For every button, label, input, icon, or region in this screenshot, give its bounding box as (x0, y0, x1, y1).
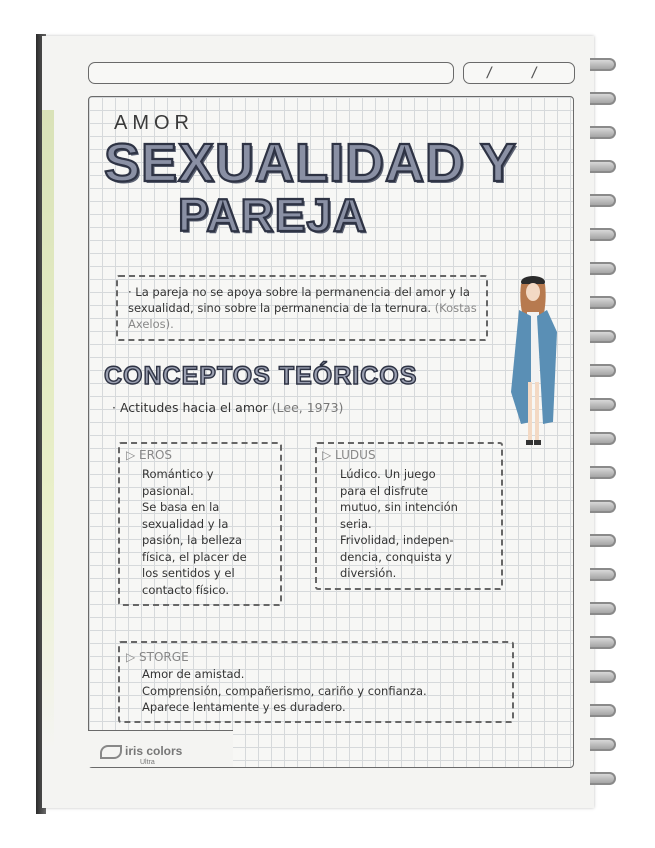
ring-icon (590, 364, 616, 377)
quote-text (128, 284, 480, 332)
margin-strip (42, 110, 54, 750)
eros-text (142, 466, 247, 598)
ring-icon (590, 704, 616, 717)
ludus-line: diversión. (340, 566, 397, 580)
bullet-actitudes (112, 400, 343, 415)
eros-title: ▷ EROS (126, 448, 173, 462)
ring-icon (590, 160, 616, 173)
ring-icon (590, 262, 616, 275)
ludus-text (340, 466, 458, 582)
ring-icon (590, 126, 616, 139)
ludus-line: Lúdico. Un juego (340, 467, 436, 481)
ludus-line: para el disfrute (340, 483, 428, 498)
eros-line: contacto físico. (142, 582, 229, 597)
ludus-line: mutuo, sin intención (340, 500, 458, 514)
ring-icon (590, 670, 616, 683)
ring-icon (590, 534, 616, 547)
brand-logo (100, 744, 182, 766)
ring-icon (590, 568, 616, 581)
brand-leaf-icon (100, 745, 122, 759)
ring-icon (590, 330, 616, 343)
ludus-line: seria. (340, 516, 372, 531)
eros-line: los sentidos y el (142, 566, 235, 580)
storge-line: Amor de amistad. (142, 667, 245, 681)
eros-line: física, el placer de (142, 549, 247, 564)
ring-icon (590, 466, 616, 479)
storge-text (142, 666, 427, 716)
topic-label: AMOR (114, 112, 194, 134)
ring-icon (590, 772, 616, 785)
spiral-binding (590, 50, 630, 790)
brand-sub: Ultra (140, 758, 155, 766)
ring-icon (590, 432, 616, 445)
ring-icon (590, 636, 616, 649)
brand-name: iris colors (125, 744, 183, 758)
quote-reference: (Kostas Axelos). (128, 301, 477, 331)
ring-icon (590, 92, 616, 105)
date-field: / / (463, 62, 575, 84)
eros-line: Se basa en la (142, 500, 220, 514)
ludus-line: Frivolidad, indepen- (340, 533, 454, 547)
ring-icon (590, 58, 616, 71)
title-line-field (88, 62, 454, 84)
eros-line: pasión, la belleza (142, 533, 242, 547)
ring-icon (590, 738, 616, 751)
quote-body: · La pareja no se apoya sobre la permanencia del amor y la sexualidad, sino sobre la permanencia de la ternura. (128, 285, 470, 315)
eros-line: Romántico y (142, 467, 214, 481)
page-title-line2: PAREJA (178, 189, 368, 241)
storge-line: Comprensión, compañerismo, cariño y confianza. (142, 683, 427, 698)
ring-icon (590, 296, 616, 309)
eros-line: pasional. (142, 483, 194, 498)
bullet-text: · Actitudes hacia el amor (112, 400, 268, 415)
ludus-title: ▷ LUDUS (322, 448, 376, 462)
ring-icon (590, 500, 616, 513)
storge-title: ▷ STORGE (126, 650, 189, 664)
girl-illustration-icon (503, 272, 563, 452)
page-title-line1: SEXUALIDAD Y (104, 133, 518, 193)
storge-line: Aparece lentamente y es duradero. (142, 700, 346, 714)
ring-icon (590, 194, 616, 207)
ring-icon (590, 602, 616, 615)
section-title: CONCEPTOS TEÓRICOS (104, 362, 418, 390)
ring-icon (590, 398, 616, 411)
ludus-line: dencia, conquista y (340, 549, 452, 564)
ring-icon (590, 228, 616, 241)
bullet-reference: (Lee, 1973) (271, 400, 344, 415)
eros-line: sexualidad y la (142, 516, 229, 531)
